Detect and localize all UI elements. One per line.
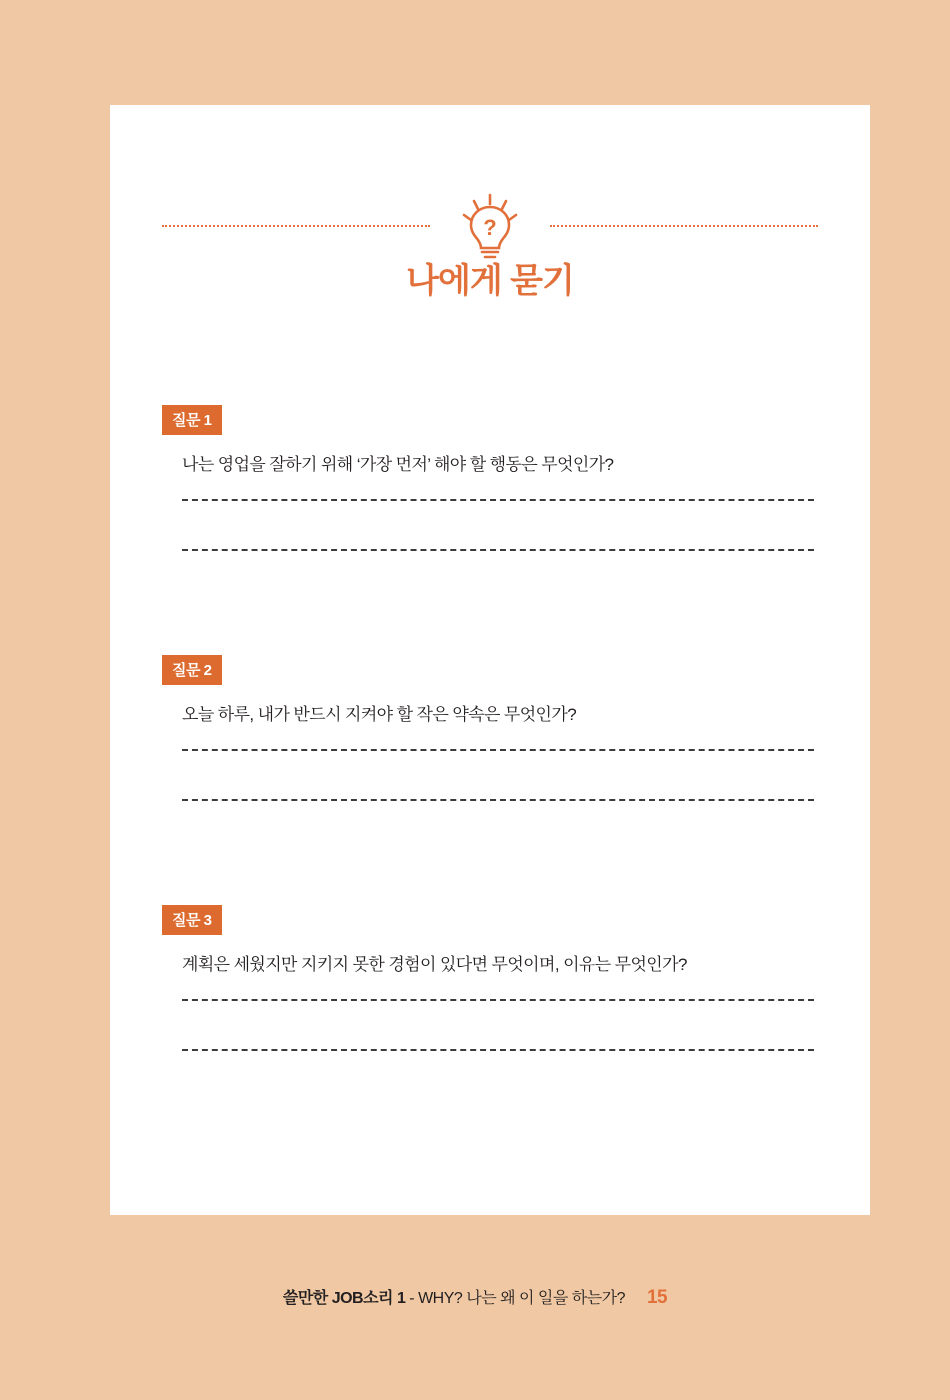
page-sheet	[110, 105, 870, 1215]
answer-line[interactable]	[182, 1049, 814, 1051]
answer-line[interactable]	[182, 999, 814, 1001]
answer-line[interactable]	[182, 549, 814, 551]
footer-subtitle: - WHY? 나는 왜 이 일을 하는가?	[409, 1290, 626, 1307]
answer-line[interactable]	[182, 799, 814, 801]
question-tag-3: 질문 3	[162, 905, 222, 935]
question-block-2	[162, 655, 822, 801]
question-tag-2: 질문 2	[162, 655, 222, 685]
question-text-3: 계획은 세웠지만 지키지 못한 경험이 있다면 무엇이며, 이유는 무엇인가?	[182, 955, 687, 974]
answer-line[interactable]	[182, 749, 814, 751]
svg-text:?: ?	[483, 215, 497, 240]
divider-line-left	[162, 225, 430, 227]
question-block-1	[162, 405, 822, 551]
answer-line[interactable]	[182, 499, 814, 501]
question-block-3	[162, 905, 822, 1051]
answer-area-1[interactable]	[182, 499, 814, 551]
answer-area-2[interactable]	[182, 749, 814, 801]
page-title: 나에게 묻기	[406, 262, 574, 300]
footer-book-title: 쓸만한 JOB소리 1	[282, 1290, 406, 1307]
divider-line-right	[550, 225, 818, 227]
page-number: 15	[646, 1287, 668, 1308]
question-text-2: 오늘 하루, 내가 반드시 지켜야 할 작은 약속은 무엇인가?	[182, 705, 577, 724]
question-text-1: 나는 영업을 잘하기 위해 ‘가장 먼저’ 해야 할 행동은 무엇인가?	[182, 455, 614, 474]
answer-area-3[interactable]	[182, 999, 814, 1051]
question-tag-1: 질문 1	[162, 405, 222, 435]
page-footer	[0, 1285, 950, 1309]
